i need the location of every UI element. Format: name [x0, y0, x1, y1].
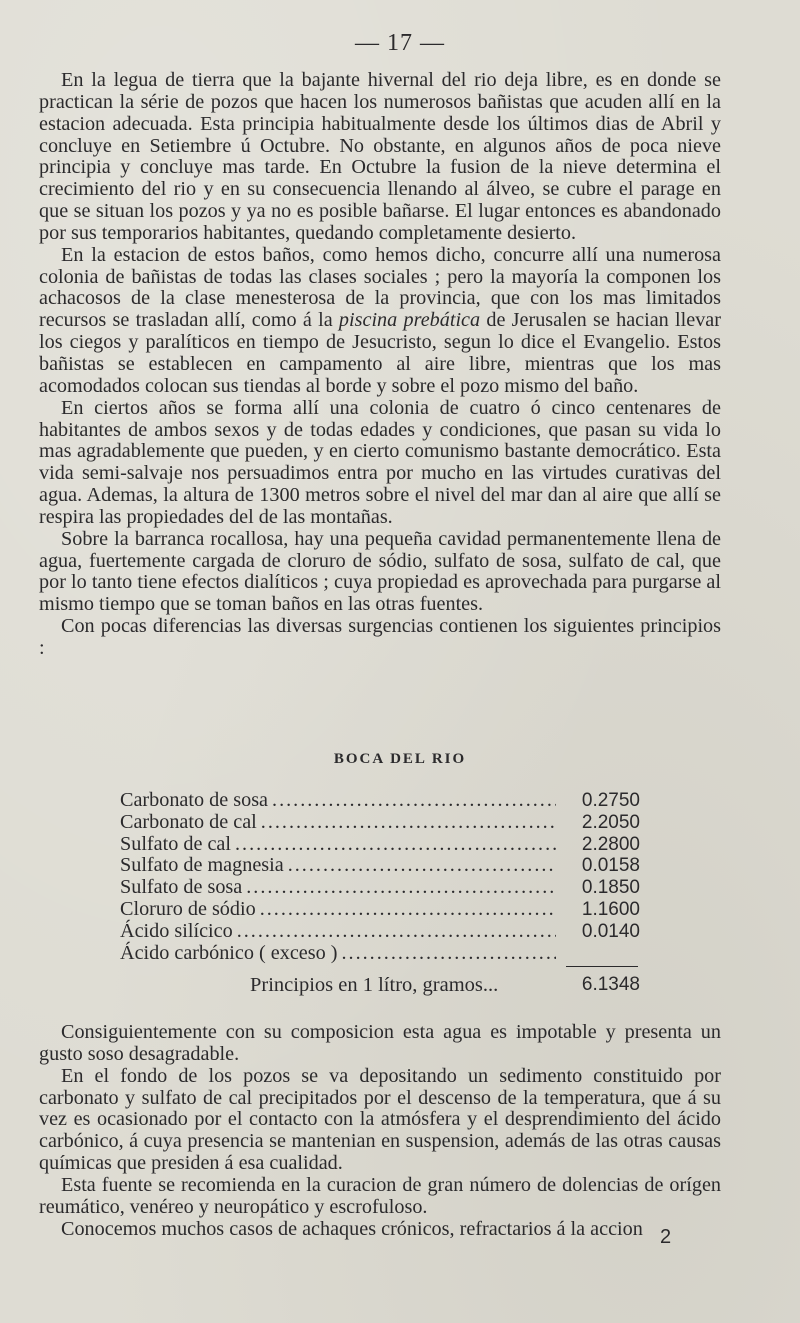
table-row [120, 790, 640, 812]
compound-value: 1.1600 [581, 898, 640, 920]
compound-name: Sulfato de magnesia [120, 854, 284, 877]
compound-name: Carbonato de cal [120, 810, 257, 833]
compound-value: 0.2750 [581, 790, 640, 811]
table-row [120, 921, 640, 943]
compound-name: Carbonato de sosa [120, 789, 269, 811]
table-row [120, 899, 640, 921]
paragraph: Sobre la barranca rocallosa, hay una pequeña cavidad permanentemente llena de agua, fuertemente cargada de cloruro de sódio, sulfato de sosa, sulfato de cal, que por lo tanto tiene efectos dialíticos ; cuya propiedad es aprovechada para purgarse al mismo tiempo que se toman baños en las otras fuentes. [39, 527, 721, 616]
paragraph: En el fondo de los pozos se va depositando un sedimento constituido por carbonato y sulfato de cal precipitados por el descenso de la temperatura, que á su vez es ocasionado por el contacto con la atmósfera y el desprendimiento del ácido carbónico, á cuya presencia se mantenian en suspension, además de las otras causas químicas que presiden á esa cualidad. [39, 1064, 721, 1175]
signature-mark: 2 [660, 1226, 672, 1248]
italic-term: piscina prebática [338, 309, 481, 332]
paragraph: Con pocas diferencias las diversas surgencias contienen los siguientes principios : [39, 615, 721, 659]
compound-name: Sulfato de cal [120, 832, 231, 855]
compound-name: Cloruro de sódio [120, 897, 256, 920]
table-row [120, 943, 640, 965]
total-rule [566, 966, 638, 967]
compound-value: 0.1850 [581, 877, 640, 899]
leader-dots [260, 899, 556, 921]
total-row [250, 974, 640, 997]
total-value: 6.1348 [581, 974, 640, 995]
compound-value: 0.0140 [581, 920, 640, 942]
paragraph: Conocemos muchos casos de achaques crónicos, refractarios á la accion [61, 1217, 643, 1240]
page-number: — 17 — [355, 30, 445, 56]
paragraph: Consiguientemente con su composicion esta agua es impotable y presenta un gusto soso desagradable. [39, 1021, 721, 1065]
paragraph: En la legua de tierra que la bajante hivernal del rio deja libre, es en donde se practican la série de pozos que hacen los numerosos bañistas que acuden allí en la estacion adecuada. Esta principia habitualmente desde los últimos dias de Abril y concluye en Setiembre ú Octubre. No obstante, en algunos años de poca nieve principia y concluye mas tarde. En Octubre la fusion de la nieve determina el crecimiento del rio y en su consecuencia llenando al álveo, se cubre el parage en que se situan los pozos y ya no es posible bañarse. El lugar entonces es abandonado por sus temporarios habitantes, quedando completamente desierto. [39, 69, 721, 244]
body-text-top [39, 70, 721, 660]
paragraph-text: En la estacion de estos baños, como hemos dicho, concurre allí una numerosa colonia de bañistas de todas las clases sociales ; pero la mayoría la componen los achacosos de la clase menesterosa de la provincia, que con los mas limitados recursos se trasladan allí, como á la [39, 243, 721, 332]
leader-dots [246, 877, 556, 899]
leader-dots [288, 855, 556, 877]
compound-name: Ácido carbónico ( exceso ) [120, 941, 338, 964]
paragraph [39, 245, 721, 398]
compound-value: 0.0158 [581, 855, 640, 877]
composition-table [120, 790, 640, 964]
compound-value: 2.2800 [581, 833, 640, 855]
compound-value: 2.2050 [581, 811, 640, 833]
leader-dots [237, 921, 556, 943]
total-label: Principios en 1 lítro, gramos... [250, 974, 499, 996]
paragraph-text: de Jerusalen se hacian llevar los ciegos y paralíticos en tiempo de Jesucristo, segun lo dice el Evangelio. Estos bañistas se establecen en campamento al aire libre, mientras que los mas acomodados colocan sus tiendas al borde y sobre el pozo mismo del baño. [39, 309, 721, 397]
compound-name: Ácido silícico [120, 919, 233, 942]
leader-dots [272, 790, 556, 812]
table-row [120, 812, 640, 834]
leader-dots [261, 812, 556, 834]
compound-name: Sulfato de sosa [120, 876, 243, 899]
leader-dots [235, 834, 556, 856]
table-title: BOCA DEL RIO [333, 751, 467, 767]
body-text-bottom [39, 1022, 721, 1240]
paragraph: Esta fuente se recomienda en la curacion de gran número de dolencias de orígen reumático, venéreo y neuropático y escrofuloso. [39, 1173, 721, 1218]
table-row [120, 855, 640, 877]
paragraph: En ciertos años se forma allí una colonia de cuatro ó cinco centenares de habitantes de ambos sexos y de todas edades y condiciones, que pasan su vida lo mas agradablemente que pueden, y en cierto comunismo bastante democrático. Esta vida semi-salvaje nos persuadimos entra por mucho en las virtudes curativas del agua. Ademas, la altura de 1300 metros sobre el nivel del mar dan al aire que allí se respira las propiedades del de las montañas. [39, 396, 721, 528]
table-row [120, 834, 640, 856]
table-row [120, 877, 640, 899]
leader-dots [341, 943, 556, 965]
